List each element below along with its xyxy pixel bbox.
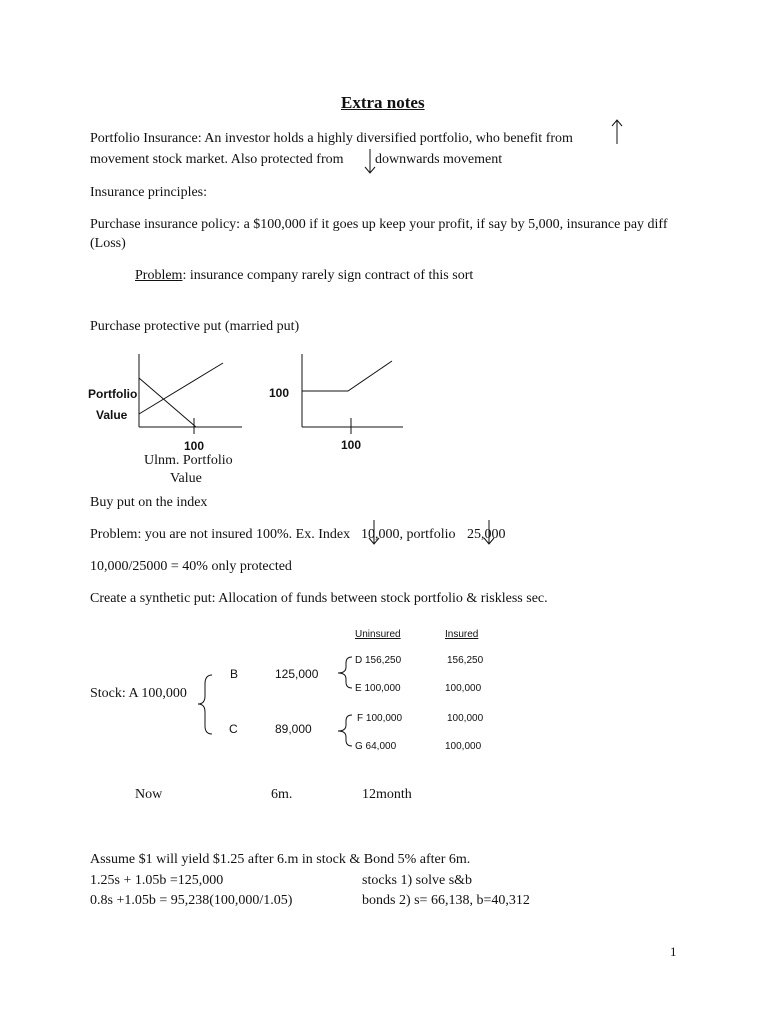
insurance-principles: Insurance principles:	[90, 185, 208, 200]
node-e: E 100,000	[355, 683, 401, 694]
graph2-tick-label: 100	[341, 438, 362, 452]
page-title: Extra notes	[341, 93, 425, 112]
problem2-b: 10,000, portfolio	[361, 527, 456, 542]
protective-put-heading: Purchase protective put (married put)	[90, 319, 300, 334]
equation2: 0.8s +1.05b = 95,238(100,000/1.05)	[90, 893, 293, 908]
graph2-ylabel: 100	[269, 386, 290, 400]
purchase-policy-line1: Purchase insurance policy: a $100,000 if it goes up keep your profit, if say by 5,000, insurance pay diff	[90, 217, 668, 232]
header-insured: Insured	[445, 629, 479, 640]
protected-ratio: 10,000/25000 = 40% only protected	[90, 559, 292, 574]
up-arrow-icon	[610, 118, 624, 146]
graph1-xlabel-line1: Ulnm. Portfolio	[144, 453, 233, 468]
node-g-insured: 100,000	[445, 741, 482, 752]
purchase-policy-line2: (Loss)	[90, 236, 126, 251]
problem1	[135, 268, 473, 284]
equation1: 1.25s + 1.05b =125,000	[90, 873, 224, 888]
node-e-insured: 100,000	[445, 683, 482, 694]
timeline-now: Now	[135, 787, 163, 802]
node-c-value: 89,000	[275, 722, 312, 736]
node-f-insured: 100,000	[447, 713, 484, 724]
tree-root: Stock: A 100,000	[90, 686, 187, 701]
node-b-label: B	[230, 667, 239, 681]
equation1-note: stocks 1) solve s&b	[362, 873, 473, 888]
assumption: Assume $1 will yield $1.25 after 6.m in stock & Bond 5% after 6m.	[90, 852, 471, 867]
graph1-ylabel-line2: Value	[96, 408, 128, 422]
buy-put: Buy put on the index	[90, 495, 208, 510]
node-f: F 100,000	[357, 713, 403, 724]
synthetic-put: Create a synthetic put: Allocation of funds between stock portfolio & riskless sec.	[90, 591, 548, 606]
graph1-ylabel-line1: Portfolio	[88, 387, 138, 401]
equation2-note: bonds 2) s= 66,138, b=40,312	[362, 893, 530, 908]
problem2-c: 25,000	[467, 527, 506, 542]
portfolio-insurance-line2b: downwards movement	[375, 152, 503, 167]
tree-brace-main	[190, 670, 222, 740]
portfolio-insurance-line2a: movement stock market. Also protected from	[90, 152, 344, 167]
problem2-a: Problem: you are not insured 100%. Ex. Index	[90, 527, 351, 542]
node-d-insured: 156,250	[447, 655, 484, 666]
page-number: 1	[670, 944, 677, 959]
graph1-xlabel-line2: Value	[170, 471, 202, 486]
timeline-6m: 6m.	[271, 787, 293, 802]
header-uninsured: Uninsured	[355, 629, 401, 640]
problem1-text: : insurance company rarely sign contract of this sort	[182, 268, 474, 283]
graph2-plot	[295, 350, 410, 440]
tree-brace-c	[322, 710, 356, 750]
problem1-label: Problem	[135, 268, 183, 283]
timeline-12month: 12month	[362, 787, 412, 802]
graph1-plot	[130, 350, 250, 440]
node-g: G 64,000	[355, 741, 397, 752]
portfolio-insurance-line1: Portfolio Insurance: An investor holds a highly diversified portfolio, who benefit from	[90, 131, 573, 146]
node-b-value: 125,000	[275, 667, 319, 681]
tree-brace-b	[322, 652, 356, 692]
graph1-tick-label: 100	[184, 439, 205, 453]
node-c-label: C	[229, 722, 238, 736]
node-d: D 156,250	[355, 655, 402, 666]
